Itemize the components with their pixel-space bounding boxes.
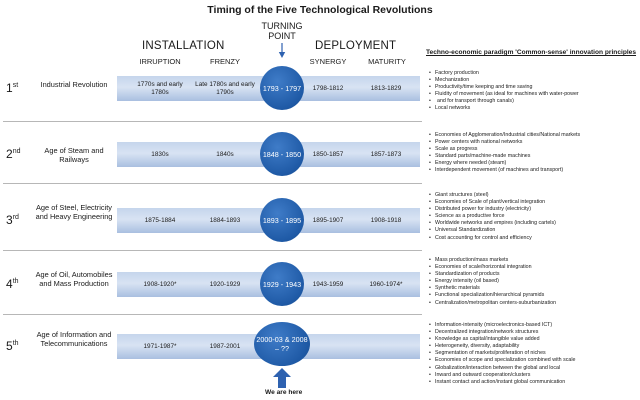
list-item: • Universal Standardization — [435, 227, 640, 234]
turning-point-header: TURNING POINT — [261, 21, 303, 41]
maturity-header: MATURITY — [368, 57, 406, 66]
list-item: • Productivity/time keeping and time saving — [435, 84, 640, 91]
list-item: • Energy where needed (steam) — [435, 160, 640, 167]
list-item: • Decentralized integration/network structures — [435, 329, 640, 336]
list-item: • Interdependent movement (of machines and transport) — [435, 167, 640, 174]
up-arrow-icon — [273, 368, 291, 388]
synergy-period-3: 1895-1907 — [312, 217, 344, 224]
irruption-period-4: 1908-1920* — [143, 281, 177, 288]
revolution-number-2: 2nd — [6, 147, 21, 161]
paradigm-header: Techno-economic paradigm 'Common-sense' innovation principles — [426, 49, 637, 56]
frenzy-header: FRENZY — [210, 57, 240, 66]
list-item: • Mass production/mass markets — [435, 257, 640, 264]
principles-list-5 — [428, 322, 640, 386]
turning-point-circle-1: 1793 - 1797 — [260, 66, 304, 110]
installation-header: INSTALLATION — [142, 40, 225, 52]
frenzy-period-4: 1920-1929 — [209, 281, 241, 288]
list-item: • Economies of Agglomeration/Industrial cities/National markets — [435, 132, 640, 139]
irruption-period-3: 1875-1884 — [144, 217, 176, 224]
list-item: • Inward and outward cooperation/clusters — [435, 372, 640, 379]
row-divider — [3, 183, 422, 184]
irruption-period-2: 1830s — [151, 151, 169, 158]
principles-list-1 — [428, 70, 640, 113]
turning-point-arrow-icon — [278, 43, 286, 59]
list-item: • Functional specialization/hierarchical pyramids — [435, 292, 640, 299]
turning-point-circle-3: 1893 - 1895 — [260, 198, 304, 242]
list-item: • Synthetic materials — [435, 285, 640, 292]
list-item: • Distributed power for industry (electricity) — [435, 206, 640, 213]
list-item: • Segmentation of markets/proliferation of niches — [435, 350, 640, 357]
deployment-header: DEPLOYMENT — [315, 40, 397, 52]
list-item: • Economies of scale/horizontal integration — [435, 264, 640, 271]
list-item: • Cost accounting for control and efficiency — [435, 235, 640, 242]
list-item: • Information-intensity (microelectronics-based ICT) — [435, 322, 640, 329]
list-item: • Standard parts/machine-made machines — [435, 153, 640, 160]
maturity-period-2: 1857-1873 — [370, 151, 402, 158]
turning-point-circle-5: 2000-03 & 2008 – ?? — [254, 322, 310, 366]
diagram-title: Timing of the Five Technological Revolutions — [207, 4, 433, 16]
list-item: • Heterogeneity, diversity, adaptability — [435, 343, 640, 350]
revolution-name-5: Age of Information and Telecommunications — [36, 330, 112, 348]
we-are-here-label: We are here — [265, 389, 303, 396]
list-item: • Science as a productive force — [435, 213, 640, 220]
list-item: • Mechanization — [435, 77, 640, 84]
list-item: • Economies of Scale of plant/vertical integration — [435, 199, 640, 206]
turning-point-circle-4: 1929 - 1943 — [260, 262, 304, 306]
list-item: • Scale as progress — [435, 146, 640, 153]
irruption-header: IRRUPTION — [139, 57, 181, 66]
revolution-name-4: Age of Oil, Automobiles and Mass Production — [35, 270, 113, 288]
principles-list-3 — [428, 192, 640, 242]
list-item: • Standardization of products — [435, 271, 640, 278]
revolution-number-3: 3rd — [6, 213, 19, 227]
row-divider — [3, 121, 422, 122]
turning-point-circle-2: 1848 - 1850 — [260, 132, 304, 176]
frenzy-period-3: 1884-1893 — [209, 217, 241, 224]
list-item: • Factory production — [435, 70, 640, 77]
principles-list-4 — [428, 257, 640, 307]
list-item: • Globalization/interaction between the global and local — [435, 365, 640, 372]
irruption-period-5: 1971-1987* — [143, 343, 177, 350]
maturity-period-3: 1908-1918 — [370, 217, 402, 224]
synergy-header: SYNERGY — [309, 57, 347, 66]
list-item: • Economies of scope and specialization combined with scale — [435, 357, 640, 364]
synergy-period-1: 1798-1812 — [312, 85, 344, 92]
revolution-name-1: Industrial Revolution — [40, 80, 108, 89]
row-divider — [3, 250, 422, 251]
frenzy-period-1: Late 1780s and early 1790s — [195, 81, 255, 96]
maturity-period-4: 1960-1974* — [369, 281, 403, 288]
row-divider — [3, 314, 422, 315]
list-item: • Worldwide networks and empires (including cartels) — [435, 220, 640, 227]
list-item: • Energy intensity (oil based) — [435, 278, 640, 285]
list-item: • Knowledge as capital/intangible value added — [435, 336, 640, 343]
list-item: • Fluidity of movement (as ideal for machines with water-power — [435, 91, 640, 98]
list-item: • Power centers with national networks — [435, 139, 640, 146]
revolution-number-1: 1st — [6, 81, 19, 95]
irruption-period-1: 1770s and early 1780s — [137, 81, 183, 96]
synergy-period-4: 1943-1959 — [312, 281, 344, 288]
maturity-period-1: 1813-1829 — [370, 85, 402, 92]
revolution-number-4: 4th — [6, 277, 19, 291]
revolution-number-5: 5th — [6, 339, 19, 353]
list-item: • Instant contact and action/instant global communication — [435, 379, 640, 386]
list-item: • Giant structures (steel) — [435, 192, 640, 199]
list-item: • and for transport through canals) — [435, 98, 640, 105]
frenzy-period-2: 1840s — [216, 151, 234, 158]
list-item: • Centralization/metropolitan centers-suburbanization — [435, 300, 640, 307]
revolution-name-2: Age of Steam and Railways — [44, 146, 104, 164]
list-item: • Local networks — [435, 105, 640, 112]
principles-list-2 — [428, 132, 640, 175]
frenzy-period-5: 1987-2001 — [209, 343, 241, 350]
synergy-period-2: 1850-1857 — [312, 151, 344, 158]
revolution-name-3: Age of Steel, Electricity and Heavy Engineering — [35, 203, 113, 221]
